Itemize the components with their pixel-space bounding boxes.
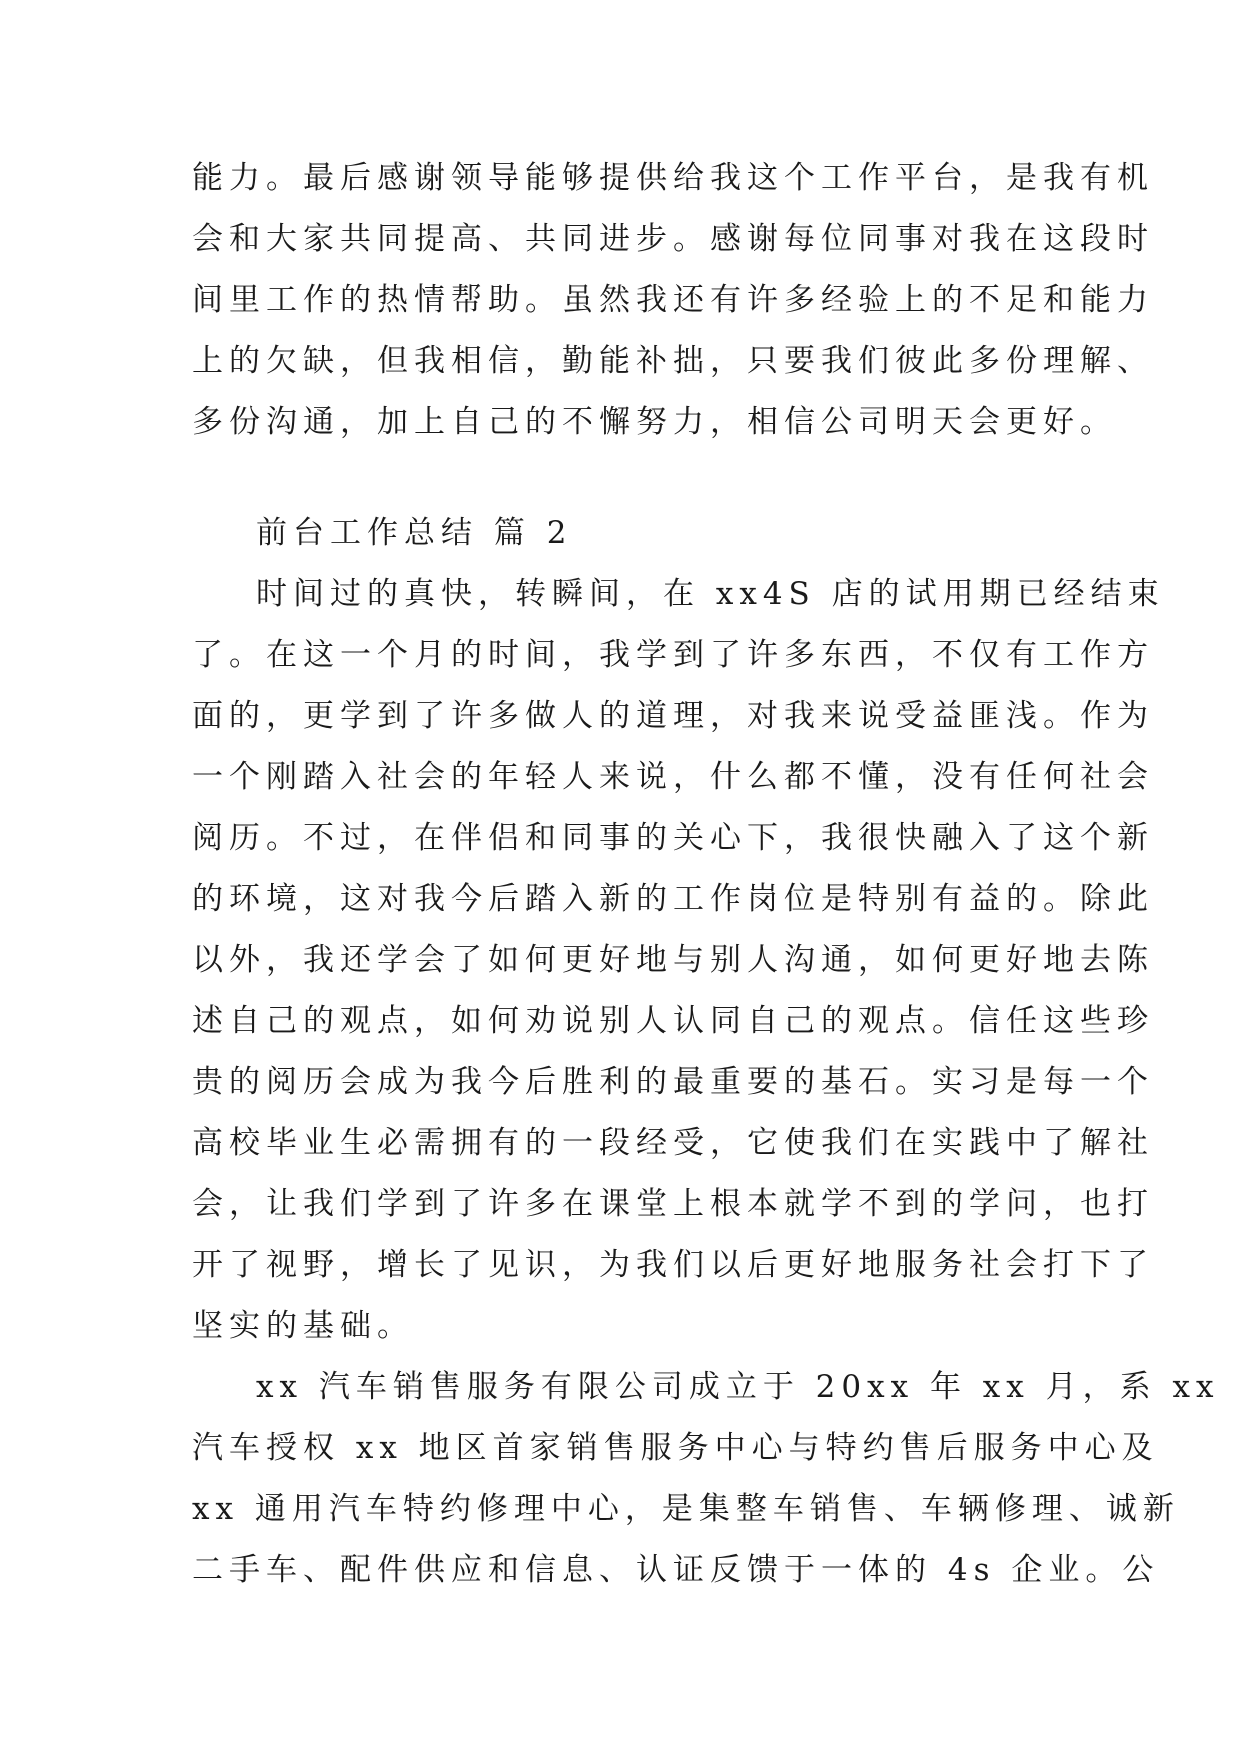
text-line: 会，让我们学到了许多在课堂上根本就学不到的学问，也打 [192, 1186, 1154, 1222]
text-line: 能力。最后感谢领导能够提供给我这个工作平台，是我有机 [192, 160, 1154, 196]
text-line: 上的欠缺，但我相信，勤能补拙，只要我们彼此多份理解、 [192, 343, 1154, 379]
section-heading: 前台工作总结 篇 2 [256, 515, 573, 551]
text-line: 时间过的真快，转瞬间，在 xx4S 店的试用期已经结束 [256, 576, 1165, 612]
text-line: 贵的阅历会成为我今后胜利的最重要的基石。实习是每一个 [192, 1064, 1154, 1100]
text-line: 坚实的基础。 [192, 1308, 414, 1344]
text-line: 以外，我还学会了如何更好地与别人沟通，如何更好地去陈 [192, 942, 1154, 978]
text-line: 开了视野，增长了见识，为我们以后更好地服务社会打下了 [192, 1247, 1154, 1283]
text-line: 会和大家共同提高、共同进步。感谢每位同事对我在这段时 [192, 221, 1154, 257]
text-line: 阅历。不过，在伴侣和同事的关心下，我很快融入了这个新 [192, 820, 1154, 856]
text-line: 汽车授权 xx 地区首家销售服务中心与特约售后服务中心及 [192, 1430, 1159, 1466]
paragraph-1 [192, 564, 1165, 1357]
text-line: 高校毕业生必需拥有的一段经受，它使我们在实践中了解社 [192, 1125, 1154, 1161]
text-line: 一个刚踏入社会的年轻人来说，什么都不懂，没有任何社会 [192, 759, 1154, 795]
text-line: 了。在这一个月的时间，我学到了许多东西，不仅有工作方 [192, 637, 1154, 673]
text-line: 间里工作的热情帮助。虽然我还有许多经验上的不足和能力 [192, 282, 1154, 318]
text-line: 的环境，这对我今后踏入新的工作岗位是特别有益的。除此 [192, 881, 1154, 917]
text-line: 面的，更学到了许多做人的道理，对我来说受益匪浅。作为 [192, 698, 1154, 734]
intro-paragraph [192, 148, 1154, 453]
paragraph-2 [192, 1357, 1220, 1601]
text-line: 多份沟通，加上自己的不懈努力，相信公司明天会更好。 [192, 404, 1117, 440]
section-heading-block [192, 503, 1052, 564]
text-line: 二手车、配件供应和信息、认证反馈于一体的 4s 企业。公 [192, 1552, 1160, 1588]
text-line: xx 通用汽车特约修理中心，是集整车销售、车辆修理、诚新 [192, 1491, 1180, 1527]
text-line: 述自己的观点，如何劝说别人认同自己的观点。信任这些珍 [192, 1003, 1154, 1039]
text-line: xx 汽车销售服务有限公司成立于 20xx 年 xx 月，系 xx [256, 1369, 1220, 1405]
